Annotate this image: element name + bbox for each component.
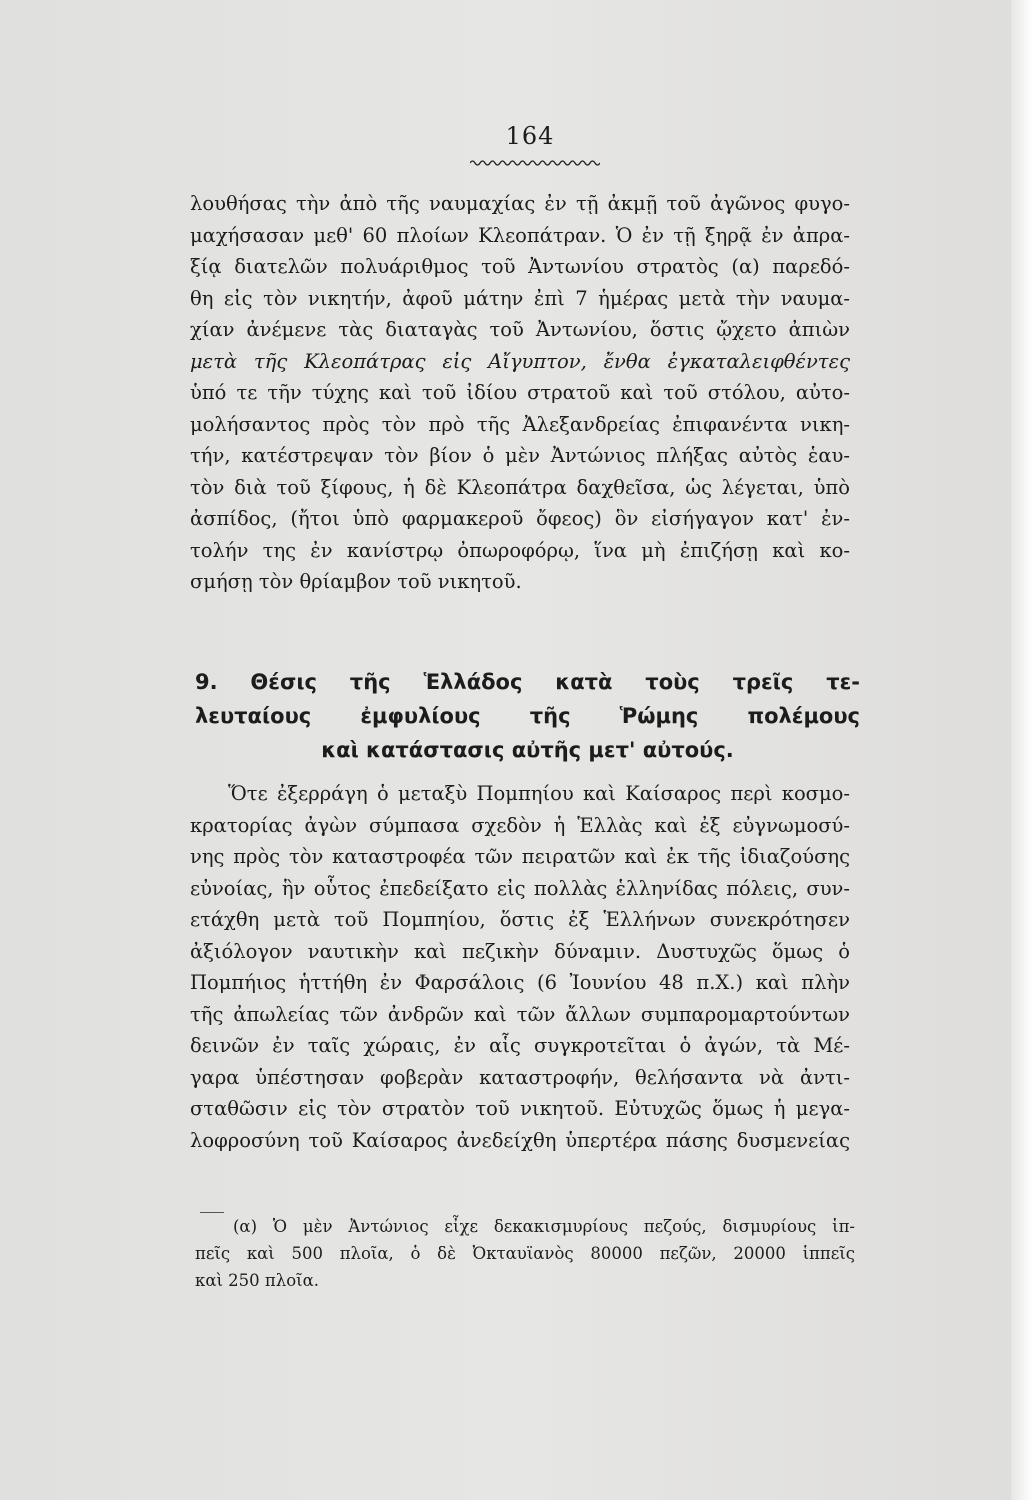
footnote-line: (α) Ὁ μὲν Ἀντώνιος εἶχε δεκακισμυρίους πεζούς, δισμυρίους ἱπ- <box>233 1217 855 1236</box>
text-line: Ὅτε ἐξερράγη ὁ μεταξὺ Πομπηίου καὶ Καίσαρος περὶ κοσμο- <box>228 782 850 805</box>
decorative-wavy-rule <box>470 158 600 168</box>
text-line: ξίᾳ διατελῶν πολυάριθμος τοῦ Ἀντωνίου στρατὸς (α) παρεδό- <box>190 255 850 278</box>
footnote <box>195 1213 855 1294</box>
text-line: σμήσῃ τὸν θρίαμβον τοῦ νικητοῦ. <box>190 570 522 593</box>
text-line: ἀσπίδος, (ἤτοι ὑπὸ φαρμακεροῦ ὄφεος) ὃν εἰσήγαγον κατ' ἐν- <box>190 507 850 530</box>
text-line: μολήσαντος πρὸς τὸν πρὸ τῆς Ἀλεξανδρείας ἐπιφανέντα νικη- <box>190 412 850 436</box>
footnote-line: καὶ 250 πλοῖα. <box>195 1271 319 1290</box>
text-line: χίαν ἀνέμενε τὰς διαταγὰς τοῦ Ἀντωνίου, ὅστις ᾤχετο ἀπιὼν <box>190 318 850 341</box>
text-line: ὑπό τε τῆν τύχης καὶ τοῦ ἰδίου στρατοῦ καὶ τοῦ στόλου, αὐτο- <box>190 381 850 404</box>
text-line: σταθῶσιν εἰς τὸν στρατὸν τοῦ νικητοῦ. Εὐτυχῶς ὅμως ἡ μεγα- <box>190 1097 850 1120</box>
text-line: ἀξιόλογον ναυτικὴν καὶ πεζικὴν δύναμιν. Δυστυχῶς ὅμως ὁ <box>190 939 850 963</box>
text-line: ετάχθη μετὰ τοῦ Πομπηίου, ὅστις ἐξ Ἑλλήνων συνεκρότησεν <box>190 908 850 931</box>
section-paragraph <box>190 778 850 1156</box>
paragraph-continuation <box>190 188 850 598</box>
text-line: νης πρὸς τὸν καταστροφέα τῶν πειρατῶν καὶ ἐκ τῆς ἰδιαζούσης <box>190 845 850 868</box>
text-line: μετὰ τῆς Κλεοπάτρας εἰς Αἴγυπτον, ἔνθα ἐγκαταλειφθέντες <box>190 349 850 373</box>
text-line: γαρα ὑπέστησαν φοβερὰν καταστροφήν, θελήσαντα νὰ ἀντι- <box>190 1065 850 1089</box>
text-line: εὐνοίας, ἣν οὗτος ἐπεδείξατο εἰς πολλὰς ἑλληνίδας πόλεις, συν- <box>190 876 850 900</box>
page-edge <box>1011 0 1033 1500</box>
heading-line: λευταίους ἐμφυλίους τῆς Ῥώμης πολέμους <box>195 704 860 728</box>
text-line: τολήν της ἐν κανίστρῳ ὀπωροφόρῳ, ἵνα μὴ ἐπιζήσῃ καὶ κο- <box>190 538 850 562</box>
text-line: τήν, κατέστρεψαν τὸν βίον ὁ μὲν Ἀντώνιος πλήξας αὐτὸς ἑαυ- <box>190 444 850 467</box>
text-line: τὸν διὰ τοῦ ξίφους, ἡ δὲ Κλεοπάτρα δαχθεῖσα, ὡς λέγεται, ὑπὸ <box>190 475 850 499</box>
text-line: Πομπήιος ἡττήθη ἐν Φαρσάλοις (6 Ἰουνίου 48 π.Χ.) καὶ πλὴν <box>190 971 850 994</box>
text-line: τῆς ἀπωλείας τῶν ἀνδρῶν καὶ τῶν ἄλλων συμπαρομαρτούντων <box>190 1002 850 1026</box>
section-heading <box>195 665 860 767</box>
footnote-line: πεῖς καὶ 500 πλοῖα, ὁ δὲ Ὀκταυϊανὸς 80000 πεζῶν, 20000 ἱππεῖς <box>195 1244 855 1263</box>
text-line: μαχήσασαν μεθ' 60 πλοίων Κλεοπάτραν. Ὁ ἐν τῇ ξηρᾷ ἐν ἀπρα- <box>190 223 850 247</box>
text-line: λοφροσύνη τοῦ Καίσαρος ἀνεδείχθη ὑπερτέρα πάσης δυσμενείας <box>190 1128 850 1152</box>
heading-line: καὶ κατάστασις αὐτῆς μετ' αὐτούς. <box>321 738 734 762</box>
text-line: λουθήσας τὴν ἀπὸ τῆς ναυμαχίας ἐν τῇ ἀκμῇ τοῦ ἀγῶνος φυγο- <box>190 192 850 215</box>
text-line: κρατορίας ἀγὼν σύμπασα σχεδὸν ἡ Ἑλλὰς καὶ ἐξ εὐγνωμοσύ- <box>190 813 850 837</box>
text-line: θη εἰς τὸν νικητήν, ἀφοῦ μάτην ἐπὶ 7 ἡμέρας μετὰ τὴν ναυμα- <box>190 286 850 310</box>
heading-line: 9. Θέσις τῆς Ἑλλάδος κατὰ τοὺς τρεῖς τε- <box>195 670 860 694</box>
page-number: 164 <box>505 122 555 150</box>
text-line: δεινῶν ἐν ταῖς χώραις, ἐν αἷς συγκροτεῖται ὁ ἀγών, τὰ Μέ- <box>190 1034 850 1057</box>
